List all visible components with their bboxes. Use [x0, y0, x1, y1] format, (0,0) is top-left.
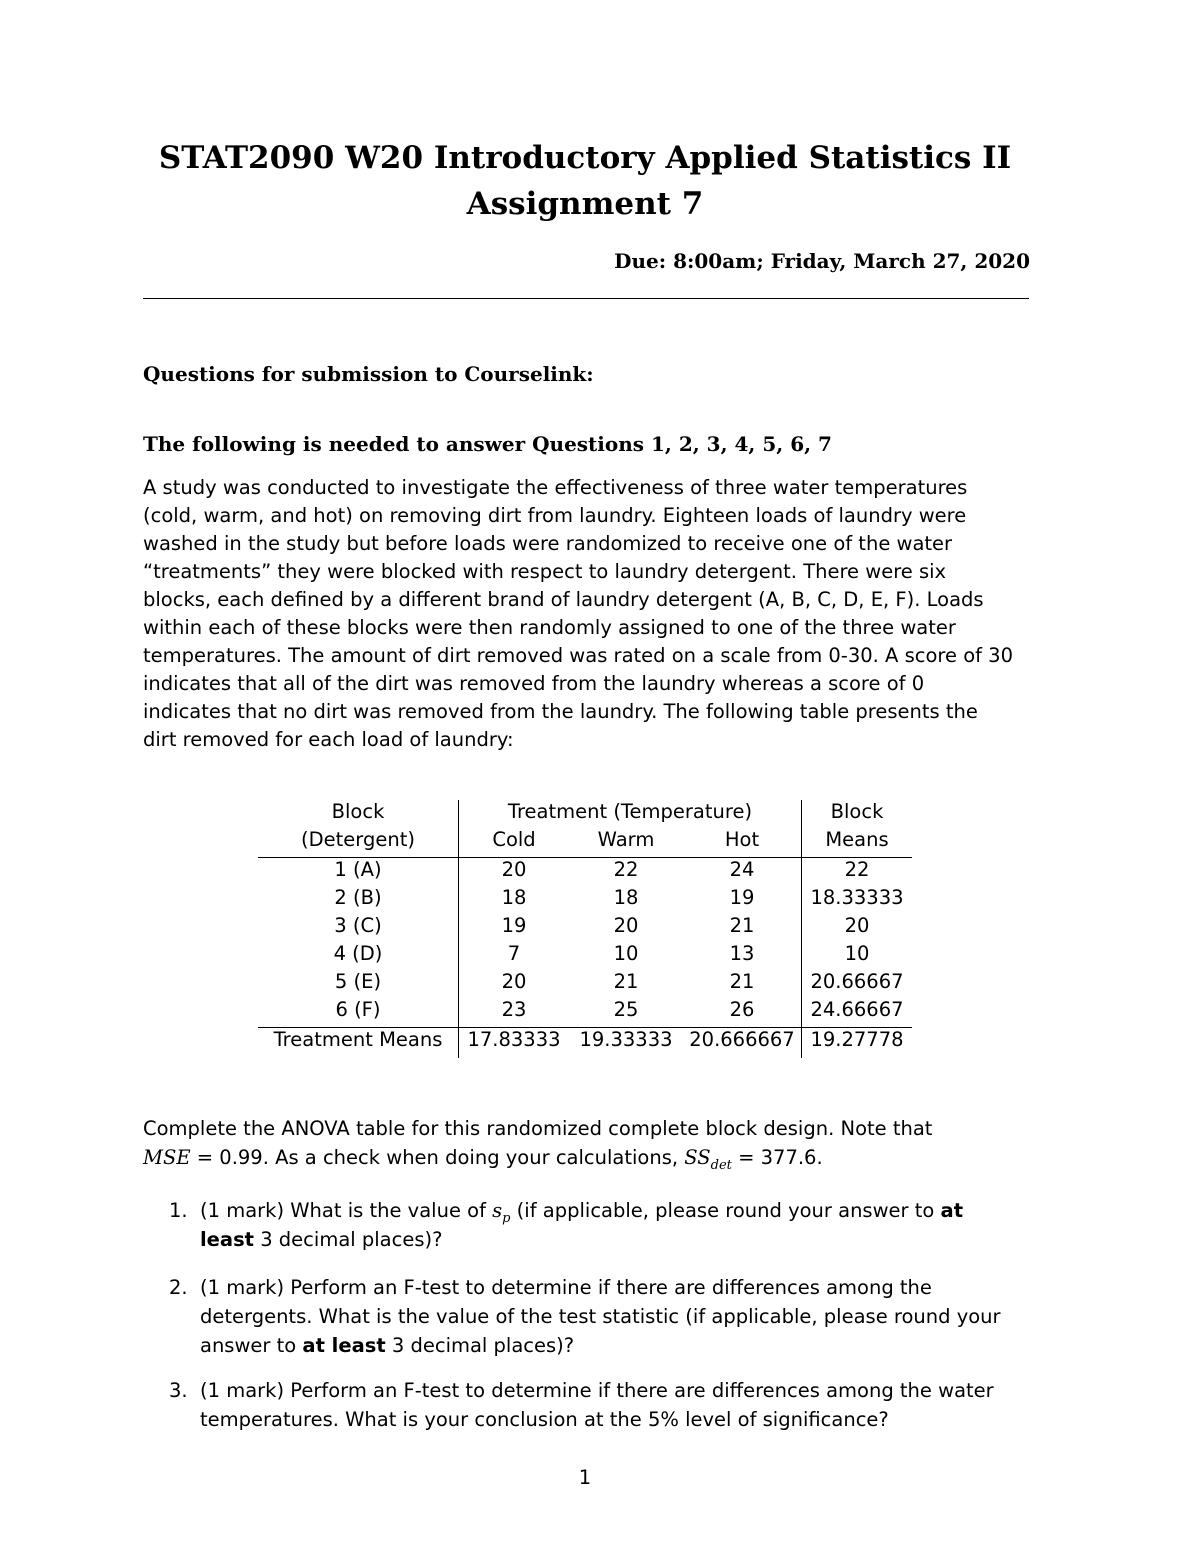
table-cell: 20 — [844, 914, 870, 937]
question-text: (1 mark) What is the value of — [200, 1199, 493, 1222]
table-cell: 20.666667 — [689, 1028, 795, 1051]
header-means: Means — [825, 828, 889, 851]
table-cell: 24 — [729, 858, 755, 881]
table-cell: 20 — [501, 858, 527, 881]
paragraph-line: washed in the study but before loads were randomized to receive one of the water — [143, 532, 953, 555]
header-hot: Hot — [724, 828, 760, 851]
table-cell: 7 — [507, 942, 521, 965]
question-number: 2. — [169, 1276, 188, 1299]
table-cell: 20 — [613, 914, 639, 937]
page-number: 1 — [578, 1466, 592, 1489]
question-1 — [143, 1199, 1043, 1259]
assignment-title: Assignment 7 — [466, 186, 704, 222]
table-row — [258, 998, 912, 1026]
header-treatment: Treatment (Temperature) — [507, 800, 753, 823]
mse-text: = 0.99. As a check when doing your calculations, — [190, 1146, 685, 1169]
header-divider — [143, 298, 1029, 299]
question-text: 3 decimal places)? — [254, 1228, 443, 1251]
paragraph-line: temperatures. The amount of dirt removed was rated on a scale from 0-30. A score of 30 — [143, 644, 1013, 667]
table-cell: 26 — [729, 998, 755, 1021]
table-cell: 1 (A) — [334, 858, 382, 881]
question-line: (1 mark) Perform an F-test to determine if there are differences among the water — [200, 1379, 994, 1402]
table-cell: 4 (D) — [333, 942, 383, 965]
question-text: 3 decimal places)? — [385, 1334, 575, 1357]
column-divider — [458, 800, 459, 1058]
table-cell: 24.66667 — [810, 998, 904, 1021]
table-cell: 21 — [729, 970, 755, 993]
question-line: (1 mark) Perform an F-test to determine if there are differences among the — [200, 1276, 932, 1299]
question-3 — [143, 1379, 1043, 1439]
treatment-means-row — [258, 1028, 912, 1056]
table-cell: 18 — [613, 886, 639, 909]
table-cell: 3 (C) — [334, 914, 382, 937]
table-cell: 17.83333 — [467, 1028, 561, 1051]
table-cell: 22 — [613, 858, 639, 881]
table-row — [258, 858, 912, 886]
table-row — [258, 942, 912, 970]
table-cell: 5 (E) — [334, 970, 382, 993]
table-row — [258, 886, 912, 914]
question-text: (if applicable, please round your answer to — [510, 1199, 941, 1222]
paragraph-line: within each of these blocks were then randomly assigned to one of the three water — [143, 616, 956, 639]
ss-symbol: SS — [684, 1146, 711, 1169]
submission-heading: Questions for submission to Courselink: — [143, 362, 594, 386]
paragraph-line: A study was conducted to investigate the effectiveness of three water temperatures — [143, 476, 968, 499]
anova-instruction: Complete the ANOVA table for this randomized complete block design. Note that — [143, 1117, 933, 1140]
table-cell: 23 — [501, 998, 527, 1021]
sp-symbol: s — [492, 1199, 503, 1222]
header-detergent: (Detergent) — [301, 828, 415, 851]
question-2 — [143, 1276, 1043, 1366]
header-block-means: Block — [830, 800, 884, 823]
table-cell: 20 — [501, 970, 527, 993]
table-cell: 21 — [729, 914, 755, 937]
table-row — [258, 970, 912, 998]
table-cell: 10 — [844, 942, 870, 965]
question-line: temperatures. What is your conclusion at the 5% level of significance? — [200, 1408, 889, 1431]
due-date: Due: 8:00am; Friday, March 27, 2020 — [614, 249, 1030, 273]
question-line — [200, 1228, 442, 1251]
table-cell: 19.33333 — [579, 1028, 673, 1051]
table-cell: 22 — [844, 858, 870, 881]
table-cell: 10 — [613, 942, 639, 965]
question-number: 3. — [169, 1379, 188, 1402]
ss-subscript: det — [710, 1157, 732, 1173]
question-line — [200, 1199, 963, 1226]
table-cell: 20.66667 — [810, 970, 904, 993]
table-header-row-1 — [258, 800, 912, 828]
paragraph-line: dirt removed for each load of laundry: — [143, 728, 514, 751]
question-line — [200, 1334, 574, 1357]
table-cell: 21 — [613, 970, 639, 993]
header-warm: Warm — [597, 828, 655, 851]
table-cell: 19.27778 — [810, 1028, 904, 1051]
paragraph-line: blocks, each defined by a different brand of laundry detergent (A, B, C, D, E, F). Loads — [143, 588, 984, 611]
table-cell: 18 — [501, 886, 527, 909]
question-number: 1. — [169, 1199, 188, 1222]
question-bold: at — [940, 1199, 964, 1222]
question-text: answer to — [200, 1334, 303, 1357]
question-bold: at least — [302, 1334, 386, 1357]
table-row — [258, 914, 912, 942]
mse-symbol: MSE — [143, 1146, 191, 1169]
header-block: Block — [331, 800, 385, 823]
document-title: STAT2090 W20 Introductory Applied Statistics II — [158, 140, 1012, 176]
table-cell: Treatment Means — [273, 1028, 443, 1051]
table-cell: 19 — [501, 914, 527, 937]
table-cell: 13 — [729, 942, 755, 965]
question-line: detergents. What is the value of the test statistic (if applicable, please round your — [200, 1305, 1001, 1328]
paragraph-line: “treatments” they were blocked with respect to laundry detergent. There were six — [143, 560, 947, 583]
ss-text: = 377.6. — [731, 1146, 823, 1169]
needed-heading: The following is needed to answer Questions 1, 2, 3, 4, 5, 6, 7 — [143, 432, 832, 456]
paragraph-line: (cold, warm, and hot) on removing dirt from laundry. Eighteen loads of laundry were — [143, 504, 967, 527]
table-cell: 2 (B) — [334, 886, 382, 909]
paragraph-line: indicates that no dirt was removed from the laundry. The following table presents the — [143, 700, 978, 723]
table-cell: 6 (F) — [335, 998, 381, 1021]
anova-check — [143, 1146, 823, 1173]
column-divider — [801, 800, 802, 1058]
table-cell: 25 — [613, 998, 639, 1021]
question-bold: least — [200, 1228, 254, 1251]
table-cell: 18.33333 — [810, 886, 904, 909]
paragraph-line: indicates that all of the dirt was removed from the laundry whereas a score of 0 — [143, 672, 925, 695]
table-cell: 19 — [729, 886, 755, 909]
table-header-row-2 — [258, 828, 912, 856]
sp-subscript: p — [502, 1210, 511, 1226]
header-cold: Cold — [492, 828, 536, 851]
